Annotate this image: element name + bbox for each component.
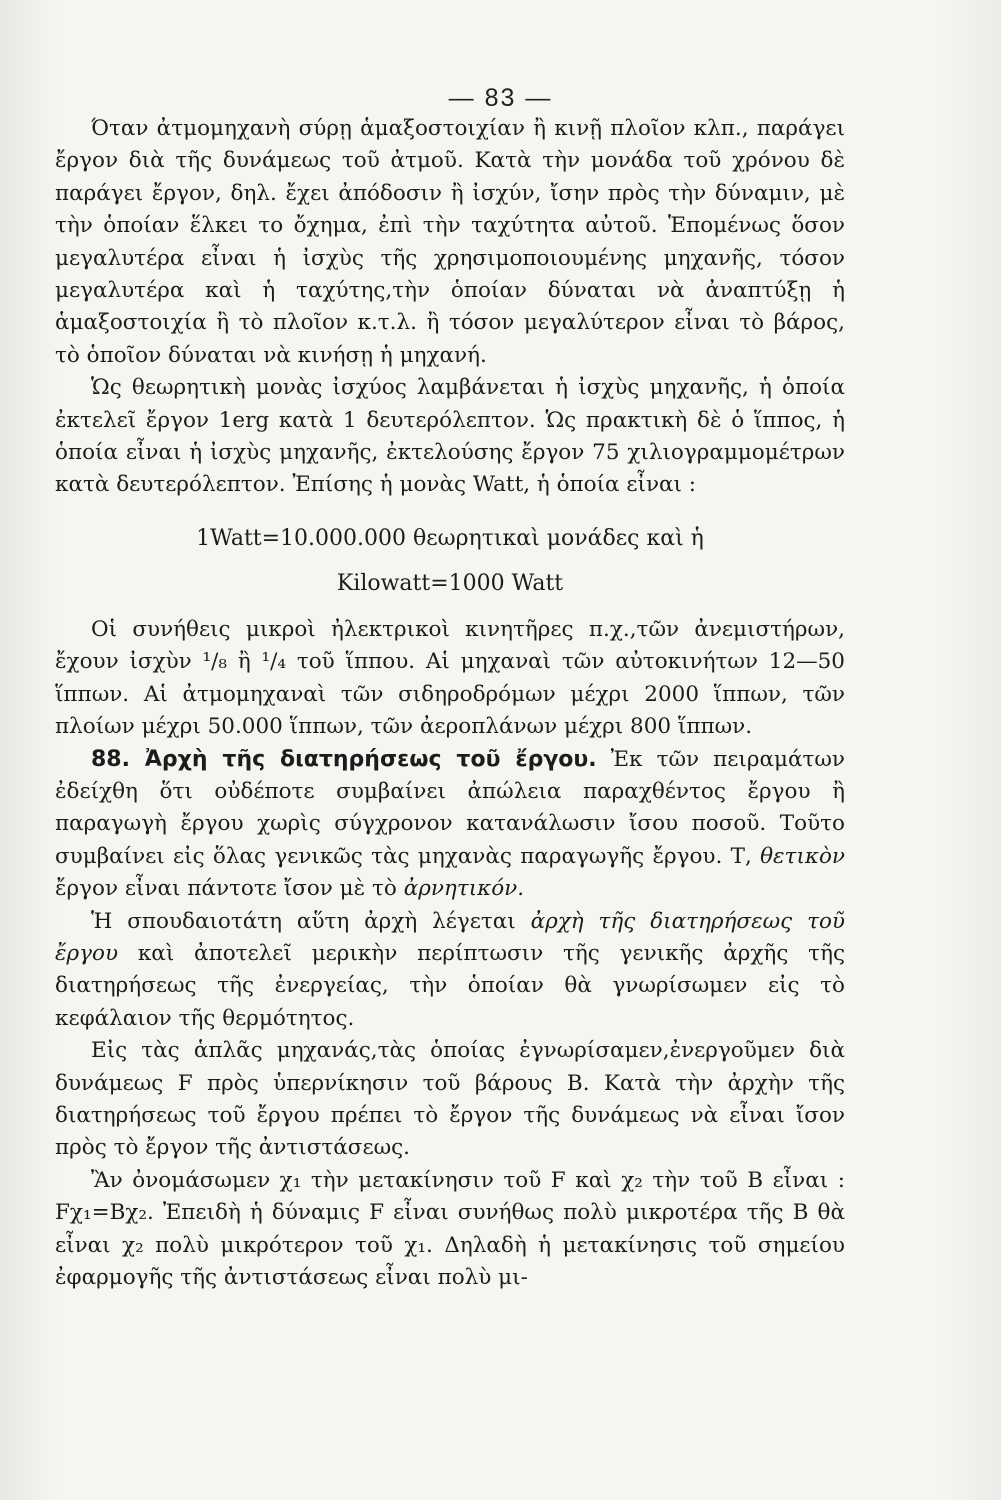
section-italic-1: θετικὸν	[760, 843, 845, 869]
paragraph-units-of-power: Ὡς θεωρητικὴ μονὰς ἰσχύος λαμβάνεται ἡ ἰσχὺς μηχανῆς, ἡ ὁποία ἐκτελεῖ ἔργον 1erg κατὰ 1 δευτερόλεπτον. Ὡς πρακτικὴ δὲ ὁ ἵππος, ἡ ὁποία εἶναι ἡ ἰσχὺς μηχανῆς, ἐκτελούσης ἔργον 75 χιλιογραμμομέτρων κατὰ δευτερόλεπτον. Ἐπίσης ἡ μονὰς Watt, ἡ ὁποία εἶναι :	[55, 375, 845, 498]
formula-kilowatt: Kilowatt=1000 Watt	[336, 570, 564, 596]
p2-text-1: Ἡ σπουδαιοτάτη αὕτη ἀρχὴ λέγεται	[91, 908, 531, 934]
page-number: — 83 —	[448, 84, 553, 112]
paragraph-displacement: Ἂν ὀνομάσωμεν χ₁ τὴν μετακίνησιν τοῦ F καὶ χ₂ τὴν τοῦ Β εἶναι : Fχ₁=Βχ₂. Ἐπειδὴ ἡ δύναμις F εἶναι συνήθως πολὺ μικροτέρα τῆς Β θὰ εἶναι χ₂ πολὺ μικρότερον τοῦ χ₁. Δηλαδὴ ἡ μετακίνησις τοῦ σημείου ἐφαρμογῆς τῆς ἀντιστάσεως εἶναι πολὺ μι-	[55, 1167, 845, 1290]
page-body	[55, 113, 845, 1294]
paragraph-locomotive-power: Όταν ἀτμομηχανὴ σύρῃ ἁμαξοστοιχίαν ἢ κινῇ πλοῖον κλπ., παράγει ἔργον διὰ τῆς δυνάμεως τοῦ ἀτμοῦ. Κατὰ τὴν μονάδα τοῦ χρόνου δὲ παράγει ἔργον, δηλ. ἔχει ἀπόδοσιν ἢ ἰσχύν, ἴσην πρὸς τὴν δύναμιν, μὲ τὴν ὁποίαν ἕλκει το ὄχημα, ἐπὶ τὴν ταχύτητα αὐτοῦ. Ἑπομένως ὅσον μεγαλυτέρα εἶναι ἡ ἰσχὺς τῆς χρησιμοποιουμένης μηχανῆς, τόσον μεγαλυτέρα καὶ ἡ ταχύτης,τὴν ὁποίαν δύναται νὰ ἀναπτύξῃ ἡ ἁμαξοστοιχία ἢ τὸ πλοῖον κ.τ.λ. ἢ τόσον μεγαλύτερον εἶναι τὸ βάρος, τὸ ὁποῖον δύναται νὰ κινήσῃ ἡ μηχανή.	[55, 116, 845, 368]
section-text-2: ἔργον εἶναι πάντοτε ἴσον μὲ τὸ	[55, 876, 404, 902]
paragraph-simple-machines: Εἰς τὰς ἁπλᾶς μηχανάς,τὰς ὁποίας ἐγνωρίσαμεν,ἐνεργοῦμεν διὰ δυνάμεως F πρὸς ὑπερνίκησιν τοῦ βάρους Β. Κατὰ τὴν ἀρχὴν τῆς διατηρήσεως τοῦ ἔργου πρέπει τὸ ἔργον τῆς δυνάμεως νὰ εἶναι ἴσον πρὸς τὸ ἔργον τῆς ἀντιστάσεως.	[55, 1038, 845, 1161]
section-88	[55, 744, 845, 906]
p2-italic: ἀρχὴ τῆς διατηρήσεως τοῦ ἔργου	[55, 908, 845, 966]
paragraph-conservation-principle	[55, 906, 845, 1036]
section-text-1: Ἐκ τῶν πειραμάτων ἐδείχθη ὅτι οὐδέποτε συμβαίνει ἀπώλεια παραχθέντος ἔργου ἢ παραγωγὴ ἔργου χωρὶς σύγχρονον κατανάλωσιν ἴσου ποσοῦ. Τοῦτο συμβαίνει εἰς ὅλας γενικῶς τὰς μηχανὰς παραγωγῆς ἔργου. Τ,	[55, 746, 845, 869]
p2-text-2: καὶ ἀποτελεῖ μερικὴν περίπτωσιν τῆς γενικῆς ἀρχῆς τῆς διατηρήσεως τῆς ἐνεργείας, τὴν ὁποίαν θὰ γνωρίσωμεν εἰς τὸ κεφάλαιον τῆς θερμότητος.	[55, 940, 845, 1031]
section-italic-2: ἀρνητικόν.	[403, 876, 525, 902]
formula-watt: 1Watt=10.000.000 θεωρητικαὶ μονάδες καὶ ἡ	[196, 525, 704, 551]
section-heading: 88. Ἀρχὴ τῆς διατηρήσεως τοῦ ἔργου.	[91, 746, 597, 772]
paragraph-engine-examples: Οἱ συνήθεις μικροὶ ἠλεκτρικοὶ κινητῆρες π.χ.,τῶν ἀνεμιστήρων, ἔχουν ἰσχὺν ¹/₈ ἢ ¹/₄ τοῦ ἵππου. Αἱ μηχαναὶ τῶν αὐτοκινήτων 12—50 ἵππων. Αἱ ἀτμομηχαναὶ τῶν σιδηροδρόμων μέχρι 2000 ἵππων, τῶν πλοίων μέχρι 50.000 ἵππων, τῶν ἀεροπλάνων μέχρι 800 ἵππων.	[55, 616, 845, 740]
